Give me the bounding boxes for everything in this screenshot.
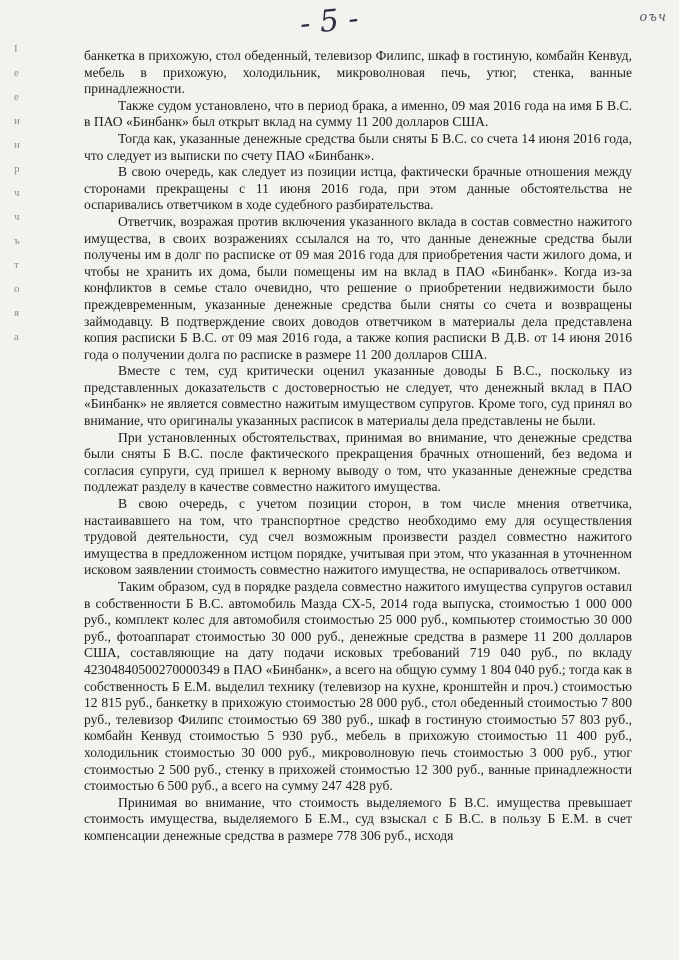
paragraph: В свою очередь, как следует из позиции истца, фактически брачные отношения между сторонами прекращены с 11 июня 2016 года, при этом данные обстоятельства не оспаривались ответчиком в ходе судебного разбирательства.: [84, 164, 632, 213]
paragraph: Таким образом, суд в порядке раздела совместно нажитого имущества супругов оставил в собственности Б В.С. автомобиль Мазда СХ-5, 2014 года выпуска, стоимостью 1 000 000 руб., комплект колес для автомобиля стоимостью 25 000 руб., компьютер стоимостью 30 000 руб., фотоаппарат стоимостью 30 000 руб., денежные средства в размере 11 200 долларов США, составляющие на дату подачи исковых требований 719 040 руб., по вкладу 42304840500270000349 в ПАО «Бинбанк», а всего на общую сумму 1 804 040 руб.; тогда как в собственность Б Е.М. выделил технику (телевизор на кухне, кронштейн и проч.) стоимостью 12 815 руб., банкетку в прихожую стоимостью 28 000 руб., стол обеденный стоимостью 7 800 руб., телевизор Филипс стоимостью 69 380 руб., шкаф в гостиную стоимостью 57 803 руб., комбайн Кенвуд стоимостью 5 930 руб., мебель в прихожую стоимостью 11 400 руб., холодильник стоимостью 30 000 руб., микроволновую печь стоимостью 3 000 руб., утюг стоимостью 2 500 руб., стенку в прихожей стоимостью 12 300 руб., ванные принадлежности стоимостью 6 500 руб., а всего на сумму 247 428 руб.: [84, 579, 632, 794]
handwritten-corner-mark: оъч: [639, 10, 667, 25]
bleed-mark: I: [14, 43, 18, 55]
paragraph: банкетка в прихожую, стол обеденный, телевизор Филипс, шкаф в гостиную, комбайн Кенвуд, мебель в прихожую, холодильник, микроволновая печь, утюг, стенка, ванные принадлежности.: [84, 48, 632, 97]
paragraph: Также судом установлено, что в период брака, а именно, 09 мая 2016 года на имя Б В.С. в ПАО «Бинбанк» был открыт вклад на сумму 11 200 долларов США.: [84, 97, 632, 130]
bleed-mark: и: [14, 115, 20, 127]
paragraph: Принимая во внимание, что стоимость выделяемого Б В.С. имущества превышает стоимость имущества, выделяемого Б Е.М., суд взыскал с Б В.С. в пользу Б Е.М. в счет компенсации денежные средства в размере 778 306 руб., исходя: [84, 794, 632, 843]
paragraph: Ответчик, возражая против включения указанного вклада в состав совместно нажитого имущества, в своих возражениях ссылался на то, что данные денежные средства были получены им в долг по расписке от 09 мая 2016 года для приобретения части жилого дома, и чтобы не хранить их дома, были помещены им на вклад в ПАО «Бинбанк». Когда из-за конфликтов в семье стало очевидно, что решение о приобретении недвижимости было преждевременным, указанные денежные средства были сняты со счета и возвращены займодавцу. В подтверждение своих доводов ответчиком в материалы дела представлена копия расписки Б В.С. от 09 мая 2016 года, а также копия расписки В Д.В. от 14 июня 2016 года о получении долга по расписке в размере 11 200 долларов США.: [84, 213, 632, 362]
document-body: [84, 48, 632, 845]
paragraph: Тогда как, указанные денежные средства были сняты Б В.С. со счета 14 июня 2016 года, что следует из выписки по счету ПАО «Бинбанк».: [84, 130, 632, 163]
bleed-mark: е: [14, 91, 19, 103]
page-number: - 5 -: [298, 1, 361, 42]
bleed-mark: ч: [14, 187, 20, 199]
bleed-mark: н: [14, 139, 20, 151]
bleed-mark: ъ: [14, 235, 20, 247]
bleed-mark: я: [14, 307, 20, 319]
bleed-through-margin: [14, 44, 44, 356]
paragraph: При установленных обстоятельствах, принимая во внимание, что денежные средства были сняты Б В.С. после фактического прекращения брачных отношений, без ведома и согласия супруги, суд пришел к верному выводу о том, что указанные денежные средства подлежат разделу в качестве совместно нажитого имущества.: [84, 429, 632, 495]
paragraph: Вместе с тем, суд критически оценил указанные доводы Б В.С., поскольку из представленных доказательств с достоверностью не следует, что денежный вклад в ПАО «Бинбанк» не является совместно нажитым имуществом супругов. Кроме того, суд принял во внимание, что оригиналы указанных расписок в материалы дела представлены не были.: [84, 363, 632, 429]
bleed-mark: р: [14, 163, 20, 175]
bleed-mark: е: [14, 67, 19, 79]
bleed-mark: т: [14, 259, 19, 271]
bleed-mark: а: [14, 331, 19, 343]
paragraph: В свою очередь, с учетом позиции сторон, в том числе мнения ответчика, настаивавшего на том, что транспортное средство необходимо ему для осуществления трудовой деятельности, суд счел возможным произвести раздел совместно нажитого имущества в предложенном истцом порядке, учитывая при этом, что указанная в уточненном исковом заявлении стоимость совместно нажитого имущества, не оспаривалось ответчиком.: [84, 496, 632, 578]
bleed-mark: о: [14, 283, 20, 295]
bleed-mark: ч: [14, 211, 20, 223]
